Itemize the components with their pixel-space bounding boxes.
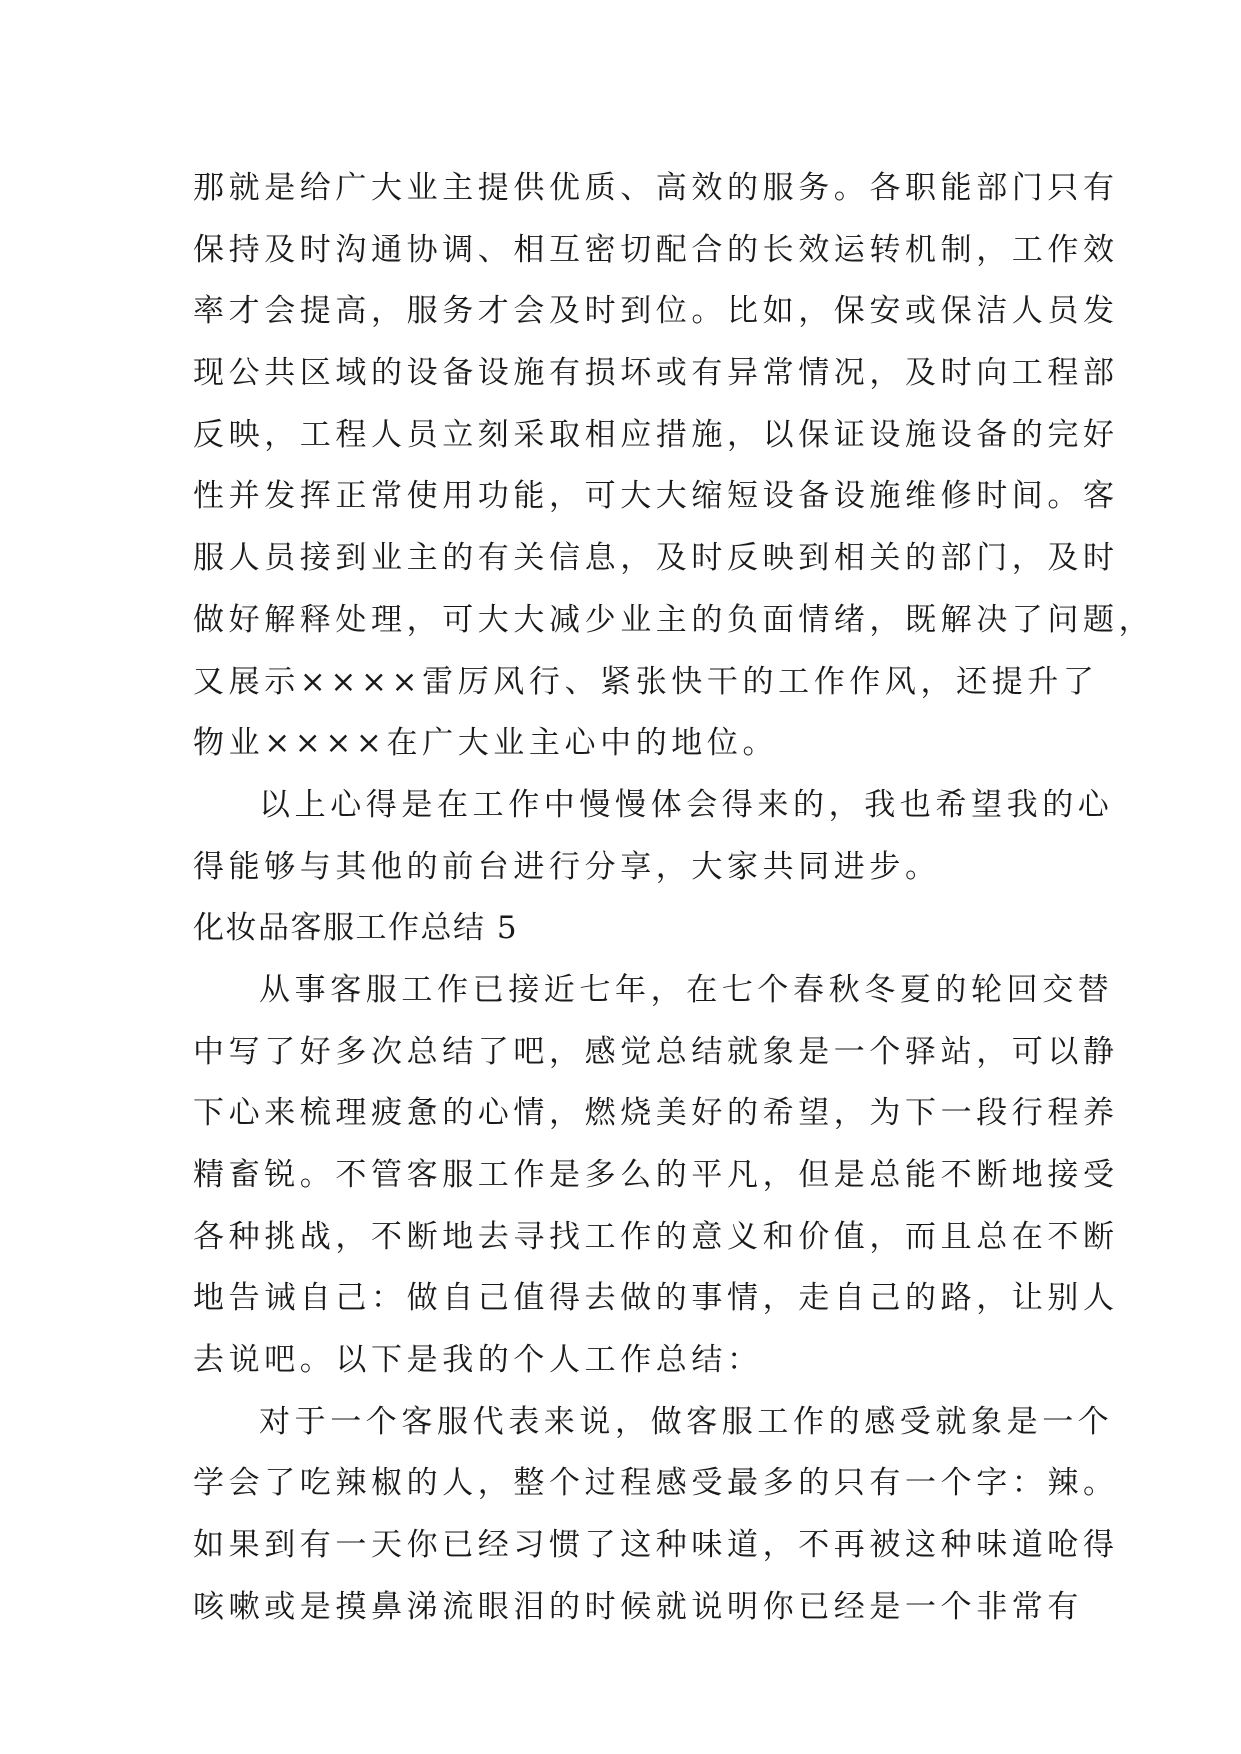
text-line: 精畜锐。不管客服工作是多么的平凡，但是总能不断地接受 — [193, 1157, 1119, 1193]
text-line: 率才会提高，服务才会及时到位。比如，保安或保洁人员发 — [193, 293, 1119, 330]
text-line: 现公共区域的设备设施有损坏或有异常情况，及时向工程部 — [193, 355, 1119, 392]
text-line: 各种挑战，不断地去寻找工作的意义和价值，而且总在不断 — [193, 1218, 1119, 1255]
text-line: 下心来梳理疲惫的心情，燃烧美好的希望，为下一段行程养 — [193, 1095, 1119, 1132]
text-line: 得能够与其他的前台进行分享，大家共同进步。 — [193, 848, 941, 885]
text-line: 咳嗽或是摸鼻涕流眼泪的时候就说明你已经是一个非常有 — [193, 1588, 1083, 1625]
text-line: 地告诫自己：做自己值得去做的事情，走自己的路，让别人 — [193, 1280, 1119, 1317]
text-line: 如果到有一天你已经习惯了这种味道，不再被这种味道呛得 — [193, 1527, 1119, 1564]
text-line: 又展示××××雷厉风行、紧张快干的工作作风，还提升了 — [193, 663, 1099, 700]
text-line: 做好解释处理，可大大减少业主的负面情绪，既解决了问题， — [193, 601, 1155, 638]
document-body — [193, 158, 1155, 1639]
text-line: 那就是给广大业主提供优质、高效的服务。各职能部门只有 — [193, 170, 1119, 206]
paragraph-first-line: 对于一个客服代表来说，做客服工作的感受就象是一个 — [259, 1403, 1114, 1440]
paragraph-first-line: 从事客服工作已接近七年，在七个春秋冬夏的轮回交替 — [259, 971, 1114, 1008]
text-line: 中写了好多次总结了吧，感觉总结就象是一个驿站，可以静 — [193, 1033, 1119, 1070]
text-line: 性并发挥正常使用功能，可大大缩短设备设施维修时间。客 — [193, 478, 1119, 515]
text-line: 物业××××在广大业主心中的地位。 — [193, 725, 779, 762]
text-line: 去说吧。以下是我的个人工作总结： — [193, 1342, 763, 1379]
text-line: 学会了吃辣椒的人，整个过程感受最多的只有一个字：辣。 — [193, 1465, 1119, 1502]
section-heading: 化妆品客服工作总结 5 — [193, 910, 519, 947]
text-line: 服人员接到业主的有关信息，及时反映到相关的部门，及时 — [193, 540, 1119, 577]
text-line: 保持及时沟通协调、相互密切配合的长效运转机制，工作效 — [193, 231, 1119, 268]
paragraph-first-line: 以上心得是在工作中慢慢体会得来的，我也希望我的心 — [259, 786, 1114, 823]
text-line: 反映，工程人员立刻采取相应措施，以保证设施设备的完好 — [193, 416, 1119, 453]
